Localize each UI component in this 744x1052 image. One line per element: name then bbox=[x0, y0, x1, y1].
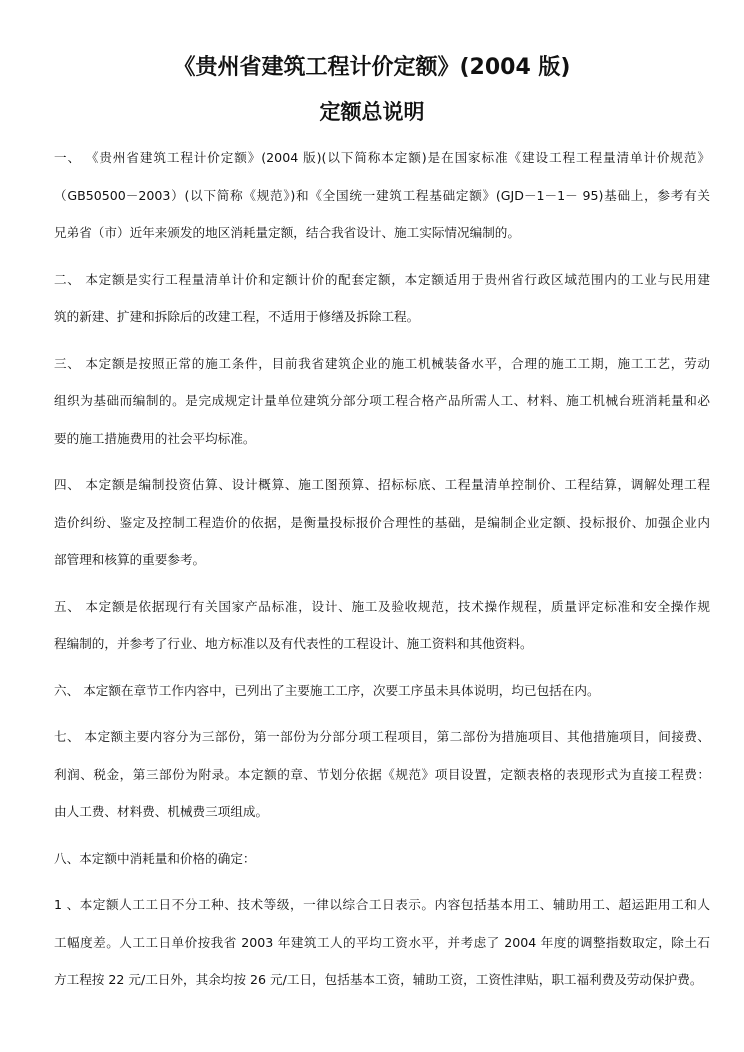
document-title: 《贵州省建筑工程计价定额》(2004 版) bbox=[173, 55, 571, 80]
paragraph-line: 1 、本定额人工工日不分工种、技术等级，一律以综合工日表示。内容包括基本用工、辅助用工、超运距用工和人 bbox=[54, 897, 710, 912]
paragraph bbox=[54, 597, 710, 672]
paragraph bbox=[54, 148, 710, 261]
paragraph-line: 八、本定额中消耗量和价格的确定： bbox=[54, 850, 256, 866]
paragraph-line: 组织为基础而编制的。是完成规定计量单位建筑分部分项工程合格产品所需人工、材料、施工机械台班消耗量和必 bbox=[54, 393, 710, 408]
paragraph-line: 二、 本定额是实行工程量清单计价和定额计价的配套定额，本定额适用于贵州省行政区域范围内的工业与民用建 bbox=[54, 271, 710, 287]
paragraph-line: 方工程按 22 元/工日外，其余均按 26 元/工日，包括基本工资，辅助工资，工资性津贴，职工福利费及劳动保护费。 bbox=[54, 972, 703, 987]
paragraph-line: 由人工费、材料费、机械费三项组成。 bbox=[54, 804, 269, 819]
paragraph bbox=[54, 475, 710, 588]
paragraph-line: 四、 本定额是编制投资估算、设计概算、施工图预算、招标标底、工程量清单控制价、工程结算，调解处理工程 bbox=[54, 477, 710, 492]
paragraph-line: 一、 《贵州省建筑工程计价定额》(2004 版)(以下简称本定额)是在国家标准《建设工程工程量清单计价规范》 bbox=[54, 150, 710, 165]
paragraph-line: 五、 本定额是依据现行有关国家产品标准，设计、施工及验收规范，技术操作规程，质量评定标准和安全操作规 bbox=[54, 598, 710, 614]
paragraph-line: 要的施工措施费用的社会平均标准。 bbox=[54, 430, 256, 446]
paragraph bbox=[54, 895, 710, 1008]
paragraph-line: 筑的新建、扩建和拆除后的改建工程，不适用于修缮及拆除工程。 bbox=[54, 309, 420, 324]
paragraph bbox=[54, 727, 710, 840]
paragraph bbox=[54, 849, 710, 887]
paragraph bbox=[54, 681, 710, 719]
paragraph-line: 兄弟省（市）近年来颁发的地区消耗量定额，结合我省设计、施工实际情况编制的。 bbox=[54, 225, 520, 240]
paragraph-line: 工幅度差。人工工日单价按我省 2003 年建筑工人的平均工资水平，并考虑了 2004 年度的调整指数取定，除土石 bbox=[54, 934, 710, 950]
paragraph bbox=[54, 270, 710, 345]
paragraph-line: 程编制的，并参考了行业、地方标准以及有代表性的工程设计、施工资料和其他资料。 bbox=[54, 636, 533, 651]
paragraph-line: 部管理和核算的重要参考。 bbox=[54, 552, 206, 567]
paragraph-line: 利润、税金，第三部份为附录。本定额的章、节划分依据《规范》项目设置，定额表格的表现形式为直接工程费： bbox=[54, 766, 710, 782]
paragraph bbox=[54, 354, 710, 467]
paragraph-line: （GB50500－2003）(以下简称《规范》)和《全国统一建筑工程基础定额》(GJD－1－1－ 95)基础上，参考有关 bbox=[54, 187, 710, 203]
document-subtitle: 定额总说明 bbox=[319, 100, 425, 124]
paragraph-line: 七、 本定额主要内容分为三部份，第一部份为分部分项工程项目，第二部份为措施项目、其他措施项目，间接费、 bbox=[54, 729, 710, 744]
paragraph-line: 三、 本定额是按照正常的施工条件，目前我省建筑企业的施工机械装备水平，合理的施工工期，施工工艺，劳动 bbox=[54, 355, 710, 371]
document-body bbox=[54, 148, 710, 1017]
paragraph-line: 造价纠纷、鉴定及控制工程造价的依据，是衡量投标报价合理性的基础，是编制企业定额、投标报价、加强企业内 bbox=[54, 514, 710, 530]
paragraph-line: 六、 本定额在章节工作内容中，已列出了主要施工工序，次要工序虽未具体说明，均已包括在内。 bbox=[54, 682, 600, 698]
